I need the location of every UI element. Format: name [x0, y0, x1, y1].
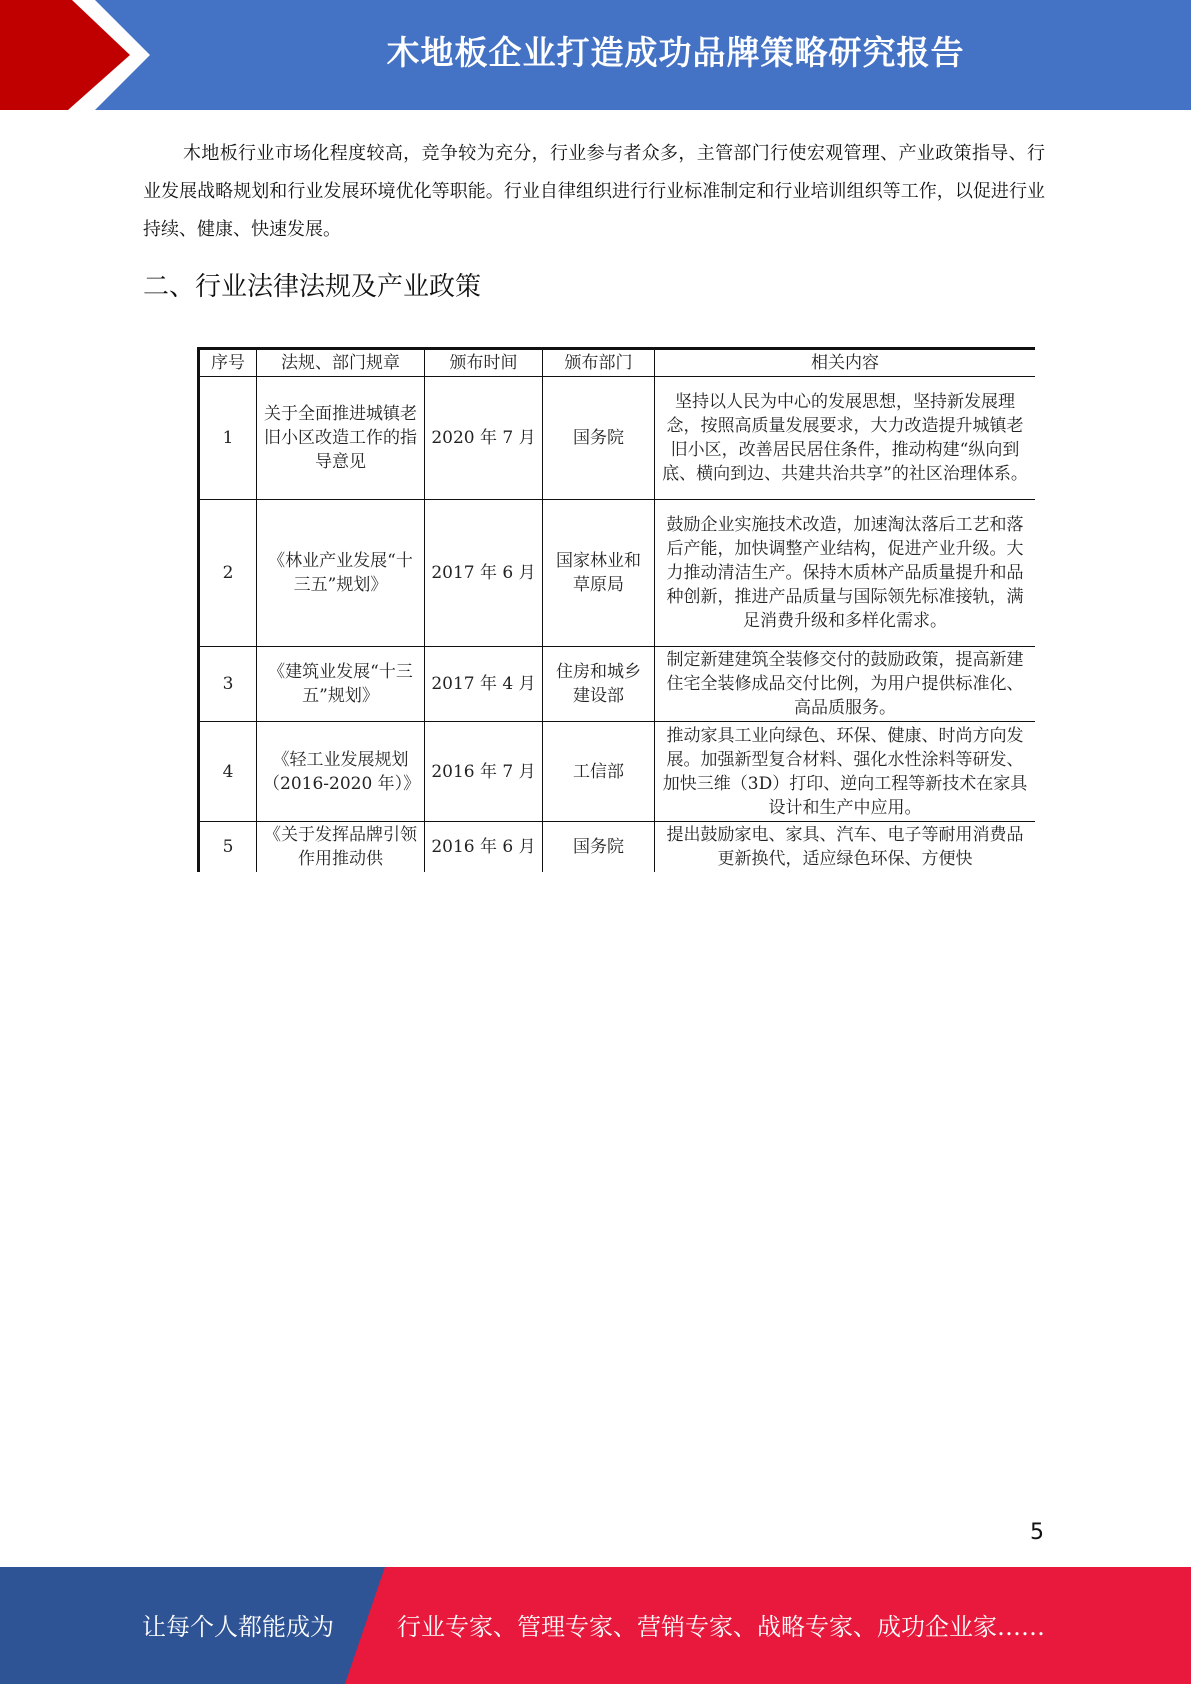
row-law: 《林业产业发展“十三五”规划》 [257, 500, 425, 647]
row-no: 2 [199, 500, 257, 647]
section-heading: 二、行业法律法规及产业政策 [143, 272, 482, 302]
table-header-row [199, 349, 1036, 377]
page-header [0, 0, 1191, 110]
table-row [199, 377, 1036, 500]
row-law: 《建筑业发展“十三五”规划》 [257, 647, 425, 722]
row-law: 关于全面推进城镇老旧小区改造工作的指导意见 [257, 377, 425, 500]
header-cell-content: 相关内容 [655, 349, 1036, 377]
row-dept: 国务院 [543, 377, 655, 500]
row-date: 2016 年 6 月 [425, 822, 543, 873]
row-dept: 国家林业和草原局 [543, 500, 655, 647]
row-dept: 工信部 [543, 722, 655, 822]
row-content: 鼓励企业实施技术改造，加速淘汰落后工艺和落后产能，加快调整产业结构，促进产业升级。大力推动清洁生产。保持木质林产品质量提升和品种创新，推进产品质量与国际领先标准接轨，满足消费升级和多样化需求。 [655, 500, 1036, 647]
report-title: 木地板企业打造成功品牌策略研究报告 [386, 33, 965, 72]
footer-slogan-right: 行业专家、管理专家、营销专家、战略专家、成功企业家…… [397, 1613, 1045, 1641]
policy-table [197, 347, 1035, 872]
header-cell-date: 颁布时间 [425, 349, 543, 377]
header-cell-no: 序号 [199, 349, 257, 377]
row-content: 推动家具工业向绿色、环保、健康、时尚方向发展。加强新型复合材料、强化水性涂料等研发、加快三维（3D）打印、逆向工程等新技术在家具设计和生产中应用。 [655, 722, 1036, 822]
header-cell-law: 法规、部门规章 [257, 349, 425, 377]
page-footer [0, 1567, 1191, 1684]
policy-table-container [197, 347, 1035, 872]
row-content: 制定新建建筑全装修交付的鼓励政策，提高新建住宅全装修成品交付比例，为用户提供标准化、高品质服务。 [655, 647, 1036, 722]
row-content: 提出鼓励家电、家具、汽车、电子等耐用消费品更新换代，适应绿色环保、方便快 [655, 822, 1036, 873]
row-content: 坚持以人民为中心的发展思想，坚持新发展理念，按照高质量发展要求，大力改造提升城镇老旧小区，改善居民居住条件，推动构建“纵向到底、横向到边、共建共治共享”的社区治理体系。 [655, 377, 1036, 500]
row-date: 2016 年 7 月 [425, 722, 543, 822]
footer-slogan-left: 让每个人都能成为 [142, 1613, 334, 1641]
table-row [199, 500, 1036, 647]
row-no: 5 [199, 822, 257, 873]
row-date: 2017 年 4 月 [425, 647, 543, 722]
header-arrow-decoration [0, 0, 180, 110]
row-date: 2017 年 6 月 [425, 500, 543, 647]
row-no: 1 [199, 377, 257, 500]
row-law: 《关于发挥品牌引领作用推动供 [257, 822, 425, 873]
page-number: 5 [1030, 1520, 1044, 1545]
row-date: 2020 年 7 月 [425, 377, 543, 500]
row-law: 《轻工业发展规划（2016-2020 年）》 [257, 722, 425, 822]
intro-paragraph: 木地板行业市场化程度较高，竞争较为充分，行业参与者众多，主管部门行使宏观管理、产业政策指导、行业发展战略规划和行业发展环境优化等职能。行业自律组织进行行业标准制定和行业培训组织等工作，以促进行业持续、健康、快速发展。 [143, 143, 1045, 240]
table-row [199, 722, 1036, 822]
row-no: 3 [199, 647, 257, 722]
row-no: 4 [199, 722, 257, 822]
table-row [199, 822, 1036, 873]
table-row [199, 647, 1036, 722]
row-dept: 国务院 [543, 822, 655, 873]
header-cell-dept: 颁布部门 [543, 349, 655, 377]
row-dept: 住房和城乡建设部 [543, 647, 655, 722]
